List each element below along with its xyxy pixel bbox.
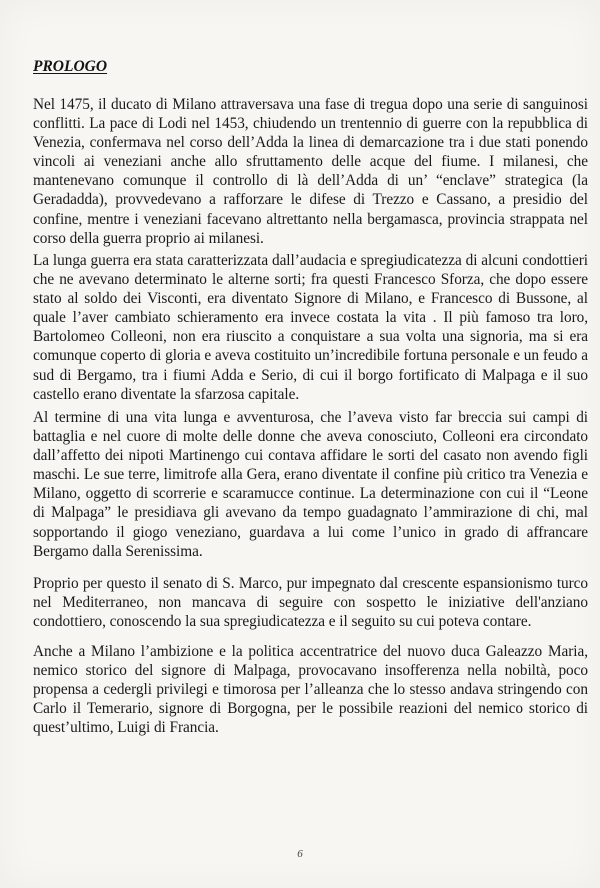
paragraph: Nel 1475, il ducato di Milano attraversava una fase di tregua dopo una serie di sanguinosi conflitti. La pace di Lodi nel 1453, chiudendo un trentennio di guerre con la repubblica di Venezia, confermava nel corso dell’Adda la linea di demarcazione tra i due stati ponendo vincoli ai veneziani anche allo sfruttamento delle acque del fiume. I milanesi, che mantenevano comunque il controllo di là dell’Adda di un’ “enclave” strategica (la Geradadda), provvedevano a rafforzare le difese di Trezzo e Cassano, a presidio del confine, mentre i veneziani facevano altrettanto nella bergamasca, provincia strappata nel corso della guerra proprio ai milanesi. [33, 96, 588, 247]
paragraph: Al termine di una vita lunga e avventurosa, che l’aveva visto far breccia sui campi di battaglia e nel cuore di molte delle donne che aveva conosciuto, Colleoni era circondato dall’affetto dei nipoti Martinengo cui contava affidare le sorti del casato non avendo figli maschi. Le sue terre, limitrofe alla Gera, erano diventate il confine più critico tra Venezia e Milano, oggetto di scorrerie e scaramucce continue. La determinazione con cui il “Leone di Malpaga” le presidiava gli avevano da tempo guadagnato l’ammirazione di chi, mal sopportando il giogo veneziano, guardava a lui come l’unico in grado di affrancare Bergamo dalla Serenissima. [33, 409, 588, 560]
paragraph: La lunga guerra era stata caratterizzata dall’audacia e spregiudicatezza di alcuni condottieri che ne avevano determinato le alterne sorti; fra questi Francesco Sforza, che dopo essere stato al soldo dei Visconti, era diventato Signore di Milano, e Francesco di Bussone, al quale l’aver cambiato schieramento era invece costata la vita . Il più famoso tra loro, Bartolomeo Colleoni, non era riuscito a conquistare a sua volta una signoria, ma si era comunque coperto di gloria e aveva costituito un’incredibile fortuna personale e un feudo a sud di Bergamo, tra i fiumi Adda e Serio, di cui il borgo fortificato di Malpaga e il suo castello erano diventate la sfarzosa capitale. [33, 252, 588, 403]
paragraph: Anche a Milano l’ambizione e la politica accentratrice del nuovo duca Galeazzo Maria, nemico storico del signore di Malpaga, provocavano insofferenza nella nobiltà, poco propensa a cedergli privilegi e timorosa per l’alleanza che lo stesso andava stringendo con Carlo il Temerario, signore di Borgogna, per le possibile reazioni del nemico storico di quest’ultimo, Luigi di Francia. [33, 643, 588, 737]
chapter-heading: PROLOGO [33, 58, 108, 75]
paragraph: Proprio per questo il senato di S. Marco, pur impegnato dal crescente espansionismo turco nel Mediterraneo, non mancava di seguire con sospetto le iniziative dell'anziano condottiero, conoscendo la sua spregiudicatezza e il seguito su cui poteva contare. [33, 575, 588, 631]
page-number: 6 [297, 848, 303, 860]
